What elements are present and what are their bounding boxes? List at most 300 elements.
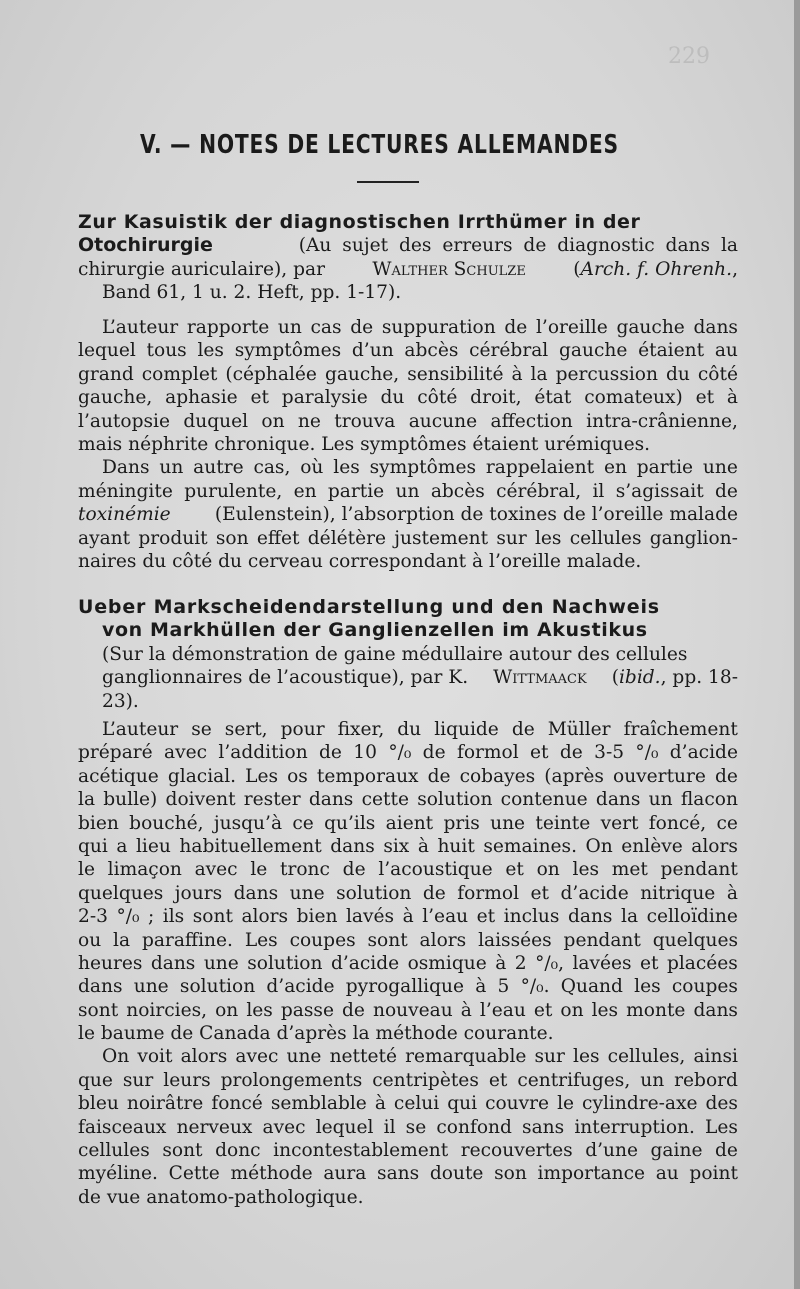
word: 10 — [353, 742, 377, 764]
word: ganglion- — [649, 527, 738, 549]
word: dans — [567, 906, 613, 928]
word: lieu — [135, 835, 171, 857]
word: l’eau — [479, 999, 526, 1021]
word: nouveau — [372, 999, 453, 1021]
word: gauche — [616, 317, 685, 338]
article1-subtitle-line2: (Au sujet des erreurs de diagnostic dans la — [298, 235, 738, 257]
word: de — [342, 859, 366, 881]
word: lequel — [315, 1116, 374, 1138]
word: Les — [244, 929, 278, 951]
word: acétique — [78, 765, 159, 787]
word: cas, — [253, 457, 291, 479]
word: Dans — [102, 457, 150, 479]
word: l’acoustique — [378, 859, 493, 881]
word: à — [726, 882, 738, 904]
word: l’oreille — [535, 317, 608, 338]
word: de — [319, 742, 342, 764]
word: Cette — [168, 1163, 220, 1185]
word: produit — [138, 527, 208, 549]
word: une — [203, 952, 239, 974]
article2-p1-line — [78, 788, 738, 811]
word: à — [402, 906, 414, 928]
word: paraffine. — [141, 929, 233, 951]
word: l’eau — [422, 906, 469, 928]
word: de — [715, 1140, 738, 1162]
word: et — [488, 1069, 508, 1091]
word: contenue — [500, 789, 588, 811]
word: sur — [534, 1046, 565, 1068]
word: dans — [595, 789, 641, 811]
article1-heading-line1 — [78, 211, 738, 234]
word: un — [159, 457, 184, 479]
article2-p1-line — [78, 999, 738, 1022]
word: paralysie — [281, 387, 368, 409]
word: noircies, — [126, 999, 208, 1021]
word: bien — [296, 906, 338, 928]
word: lavées — [572, 952, 632, 974]
word: avec — [262, 1116, 306, 1138]
word: de — [511, 719, 535, 740]
article1-p2-line — [78, 527, 738, 550]
word: duquel — [183, 410, 249, 432]
word: gauche, — [78, 387, 153, 409]
word: sur — [122, 1069, 154, 1091]
word: cobayes — [459, 765, 536, 787]
word: (après — [544, 765, 604, 787]
word: ce — [716, 812, 738, 834]
word: coupes — [289, 929, 356, 951]
word: cellules — [569, 527, 642, 549]
word: un — [395, 480, 420, 502]
word: s’agissait — [615, 480, 704, 502]
article2-p1-line — [78, 858, 738, 881]
article1-citation-volume: Band 61, 1 u. 2. Heft, pp. 1-17). — [102, 282, 402, 304]
word: une — [289, 882, 325, 904]
word: gauche — [559, 340, 628, 362]
word: enlève — [621, 835, 683, 857]
word: lequel — [78, 340, 136, 362]
word: et — [530, 882, 550, 904]
word: une — [133, 976, 169, 998]
word: confond — [436, 1116, 512, 1138]
article1-p2-line — [78, 480, 738, 503]
word: de — [422, 742, 446, 764]
word: solution — [417, 789, 493, 811]
word: os — [287, 765, 308, 787]
word: qui — [447, 1093, 478, 1115]
article2-body — [78, 718, 738, 1209]
word: abcès — [430, 480, 485, 502]
article1-p1-line — [78, 410, 738, 433]
article2-p1-line — [78, 929, 738, 952]
word: voit — [137, 1046, 173, 1068]
word: ; — [148, 906, 155, 928]
article2-p1-line — [78, 765, 738, 788]
word: du — [380, 387, 405, 409]
word: coupes — [671, 976, 738, 998]
word: jusqu’à — [213, 812, 283, 834]
word: liquide — [434, 719, 499, 740]
word: affection — [490, 410, 573, 432]
word: d’acide — [669, 742, 738, 764]
article2-heading-line4 — [78, 666, 738, 689]
article2-p1-line — [78, 718, 738, 741]
article2-p2-line — [78, 1045, 738, 1068]
article2-p2-line — [78, 1139, 738, 1162]
word: méningite — [78, 480, 173, 502]
article2-p1-line — [78, 741, 738, 764]
word: bien — [78, 812, 119, 834]
word: prolongements — [220, 1069, 363, 1091]
article1-author: Walther Schulze — [372, 258, 526, 280]
word: pendant — [563, 929, 641, 951]
word: avec — [164, 742, 208, 764]
word: on — [536, 859, 560, 881]
word: alors — [180, 1046, 228, 1068]
word: les — [634, 976, 661, 998]
article1-p2-line — [78, 456, 738, 479]
article2-p1-line — [78, 812, 738, 835]
word: doute — [429, 1163, 484, 1185]
word: cérébral, — [496, 480, 582, 502]
word: côté — [417, 387, 458, 409]
word: de — [427, 765, 451, 787]
section-title: V. — NOTES DE LECTURES ALLEMANDES — [140, 130, 619, 160]
word: dans — [693, 317, 738, 338]
word: L’auteur — [102, 317, 179, 338]
word: sont — [162, 1140, 203, 1162]
word: lavés — [345, 906, 395, 928]
word: à — [417, 835, 429, 857]
word: cylindre-axe — [582, 1093, 698, 1115]
word: limaçon — [107, 859, 182, 881]
word: à — [475, 976, 487, 998]
word: centrifuges, — [517, 1069, 631, 1091]
word: alors — [241, 906, 289, 928]
word: on — [261, 410, 285, 432]
word: et — [640, 952, 659, 974]
word: sur — [496, 527, 527, 549]
article2-author: Wittmaack — [493, 667, 587, 689]
article1-p1-line — [78, 363, 738, 386]
word: les — [591, 999, 619, 1021]
word: osmique — [407, 952, 487, 974]
word: aura — [323, 1163, 367, 1185]
word: les — [572, 859, 599, 881]
word: l’addition — [218, 742, 308, 764]
word: cérébral — [469, 340, 549, 362]
word: semaines. — [483, 835, 577, 857]
word: autre — [193, 457, 244, 479]
word: (céphalée — [225, 363, 317, 385]
word: la — [78, 789, 96, 811]
word: sans — [377, 1163, 420, 1185]
word: aient — [385, 812, 434, 834]
word: délétère — [307, 527, 387, 549]
word: dans — [693, 999, 738, 1021]
word: tronc — [280, 859, 330, 881]
word: qui — [78, 835, 108, 857]
word: on — [215, 999, 239, 1021]
word: et — [530, 742, 549, 764]
word: Müller — [547, 719, 611, 740]
page-number: 229 — [668, 44, 710, 69]
word: nitrique — [640, 882, 716, 904]
word: sont — [192, 906, 233, 928]
article1-body — [78, 316, 738, 573]
article1-heading-line2 — [78, 234, 738, 257]
word: justement — [394, 527, 489, 549]
word: il — [592, 480, 605, 502]
word: symptômes — [369, 457, 477, 479]
word: rester — [243, 789, 301, 811]
word: de — [714, 765, 738, 787]
word: en — [603, 457, 627, 479]
word: grand — [78, 363, 134, 385]
article1-p1-line: mais néphrite chronique. Les symptômes étaient urémiques. — [78, 433, 651, 455]
article1-p2-line: naires du côté du cerveau correspondant à l’oreille malade. — [78, 550, 642, 572]
word: passe — [280, 999, 334, 1021]
article1-p2-line: toxinémie (Eulenstein), l’absorption de toxines de l’oreille malade — [78, 504, 738, 526]
article2-p2-line — [78, 1162, 738, 1185]
word: et — [533, 999, 553, 1021]
word: sont — [78, 999, 119, 1021]
article1-subtitle-line3: chirurgie auriculaire), par — [78, 258, 325, 280]
word: glacial. — [167, 765, 237, 787]
word: ayant — [78, 527, 131, 549]
word: placées — [666, 952, 738, 974]
word: cellules — [78, 1140, 150, 1162]
word: gauche, — [324, 363, 400, 385]
word: point — [689, 1163, 738, 1185]
article1-heading-line3 — [78, 258, 738, 281]
word: un — [648, 789, 673, 811]
word: les — [534, 527, 562, 549]
word: dans — [330, 835, 375, 857]
word: °/₀. — [520, 976, 550, 998]
word: état — [534, 387, 572, 409]
word: de — [342, 999, 365, 1021]
word: formol — [456, 742, 519, 764]
word: sont — [367, 929, 408, 951]
word: gaine — [650, 1140, 703, 1162]
word: le — [78, 859, 95, 881]
word: de — [350, 317, 374, 338]
word: sert, — [224, 719, 268, 740]
word: les — [197, 340, 224, 362]
article2-p1-line — [78, 835, 738, 858]
word: donc — [215, 1140, 261, 1162]
word: son — [215, 527, 249, 549]
word: la — [530, 363, 548, 385]
word: aucune — [408, 410, 478, 432]
word: du — [397, 719, 422, 740]
article2-p2-line — [78, 1092, 738, 1115]
word: Les — [705, 1116, 738, 1138]
word: étaient — [638, 340, 705, 362]
article2-heading-line1 — [78, 596, 738, 619]
word: l’autopsie — [78, 410, 170, 432]
word: dans — [78, 976, 123, 998]
word: solution — [247, 952, 323, 974]
article1-p1-line — [78, 316, 738, 339]
word: effet — [256, 527, 300, 549]
word: avec — [235, 1046, 279, 1068]
article2-heading-line2 — [78, 619, 738, 642]
word: au — [714, 340, 738, 362]
word: de — [559, 742, 583, 764]
word: les — [333, 457, 360, 479]
word: bouché, — [129, 812, 204, 834]
word: heures — [78, 952, 143, 974]
article1-heading — [78, 211, 738, 305]
article2-p1-line: le baume de Canada d’après la méthode courante. — [78, 1023, 554, 1045]
word: une — [702, 457, 738, 479]
word: et — [505, 859, 524, 881]
word: à — [495, 952, 507, 974]
word: vert — [600, 812, 639, 834]
word: cellules, — [607, 1046, 686, 1068]
word: le — [557, 1093, 575, 1115]
word: à — [374, 1093, 386, 1115]
word: pris — [443, 812, 480, 834]
article2-p1-line — [78, 882, 738, 905]
word: recouvertes — [460, 1140, 573, 1162]
word: complet — [141, 363, 218, 385]
word: se — [405, 1116, 427, 1138]
word: avec — [194, 859, 238, 881]
word: trouva — [334, 410, 396, 432]
word: ou — [78, 929, 102, 951]
word: huit — [437, 835, 475, 857]
word: flacon — [680, 789, 738, 811]
word: pour — [280, 719, 325, 740]
word: les — [573, 1046, 600, 1068]
word: dans — [233, 882, 279, 904]
word: que — [78, 1069, 113, 1091]
word: °/₀ — [635, 742, 659, 764]
word: solution — [179, 976, 256, 998]
article1-citation: (Arch. f. Ohrenh., — [573, 258, 738, 280]
word: foncé — [211, 1093, 263, 1115]
article2-p1-line — [78, 952, 738, 975]
word: de — [504, 317, 528, 338]
word: du — [665, 363, 690, 385]
word: un — [277, 317, 302, 338]
word: et — [250, 387, 269, 409]
word: partie — [636, 457, 694, 479]
word: rebord — [674, 1069, 738, 1091]
word: remarquable — [405, 1046, 527, 1068]
word: faisceaux — [78, 1116, 167, 1138]
word: et — [695, 387, 715, 409]
word: la — [621, 906, 639, 928]
article2-heading-line3 — [78, 643, 738, 666]
word: d’acide — [560, 882, 629, 904]
article2-heading-line5 — [78, 690, 738, 713]
word: formol — [457, 882, 520, 904]
word: il — [383, 1116, 396, 1138]
word: son — [494, 1163, 527, 1185]
word: six — [383, 835, 410, 857]
word: méthode — [230, 1163, 313, 1185]
article2-citation: (ibid., pp. 18- — [611, 667, 738, 689]
word: ne — [297, 410, 321, 432]
word: d’un — [351, 340, 394, 362]
article1-heading-line4 — [78, 281, 738, 304]
word: semblable — [270, 1093, 367, 1115]
article2-citation-pages: 23). — [102, 690, 139, 712]
word: aphasie — [165, 387, 238, 409]
word: bulle) — [103, 789, 158, 811]
word: sans — [522, 1116, 565, 1138]
word: noirâtre — [126, 1093, 204, 1115]
word: rappelaient — [485, 457, 595, 479]
word: 2-3 — [78, 906, 108, 928]
word: Quand — [560, 976, 623, 998]
word: cas — [310, 317, 342, 338]
word: d’acide — [266, 976, 335, 998]
word: a — [116, 835, 128, 857]
word: quelques — [652, 929, 738, 951]
article2-subtitle-line3: (Sur la démonstration de gaine médullaire autour des cellules — [102, 643, 688, 665]
word: incontestablement — [273, 1140, 449, 1162]
word: intra-crânienne, — [586, 410, 738, 432]
word: se — [191, 719, 212, 740]
word: suppuration — [381, 317, 496, 338]
word: solution — [336, 882, 412, 904]
word: une — [490, 812, 526, 834]
word: une — [286, 1046, 322, 1068]
word: on — [560, 999, 584, 1021]
word: pyrogallique — [345, 976, 464, 998]
article2-subtitle-line4: ganglionnaires de l’acoustique), par K. — [102, 667, 469, 689]
word: netteté — [329, 1046, 397, 1068]
word: symptômes — [234, 340, 342, 362]
word: alors — [691, 835, 738, 857]
word: myéline. — [78, 1163, 158, 1185]
word: ouverture — [613, 765, 706, 787]
article1-p1-line — [78, 386, 738, 409]
article2-title-line2: von Markhüllen der Ganglienzellen im Akustikus — [102, 619, 648, 642]
article2-p2-line — [78, 1116, 738, 1139]
word: comateux) — [584, 387, 683, 409]
word: On — [585, 835, 613, 857]
word: au — [655, 1163, 679, 1185]
word: fixer, — [337, 719, 385, 740]
word: droit, — [470, 387, 522, 409]
article2-p2-line — [78, 1069, 738, 1092]
word: celloïdine — [646, 906, 738, 928]
title-rule — [357, 181, 419, 183]
word: couvre — [485, 1093, 550, 1115]
word: qu’ils — [324, 812, 376, 834]
word: fraîchement — [623, 719, 738, 740]
word: purulente, — [184, 480, 283, 502]
word: d’une — [585, 1140, 638, 1162]
word: abcès — [404, 340, 459, 362]
word: 5 — [497, 976, 510, 998]
word: en — [293, 480, 317, 502]
article1-p1-line — [78, 339, 738, 362]
word: foncé, — [648, 812, 707, 834]
word: de — [422, 882, 446, 904]
word: alors — [419, 929, 467, 951]
word: côté — [697, 363, 738, 385]
word: °/₀, — [535, 952, 564, 974]
word: tous — [146, 340, 187, 362]
word: inclus — [503, 906, 560, 928]
